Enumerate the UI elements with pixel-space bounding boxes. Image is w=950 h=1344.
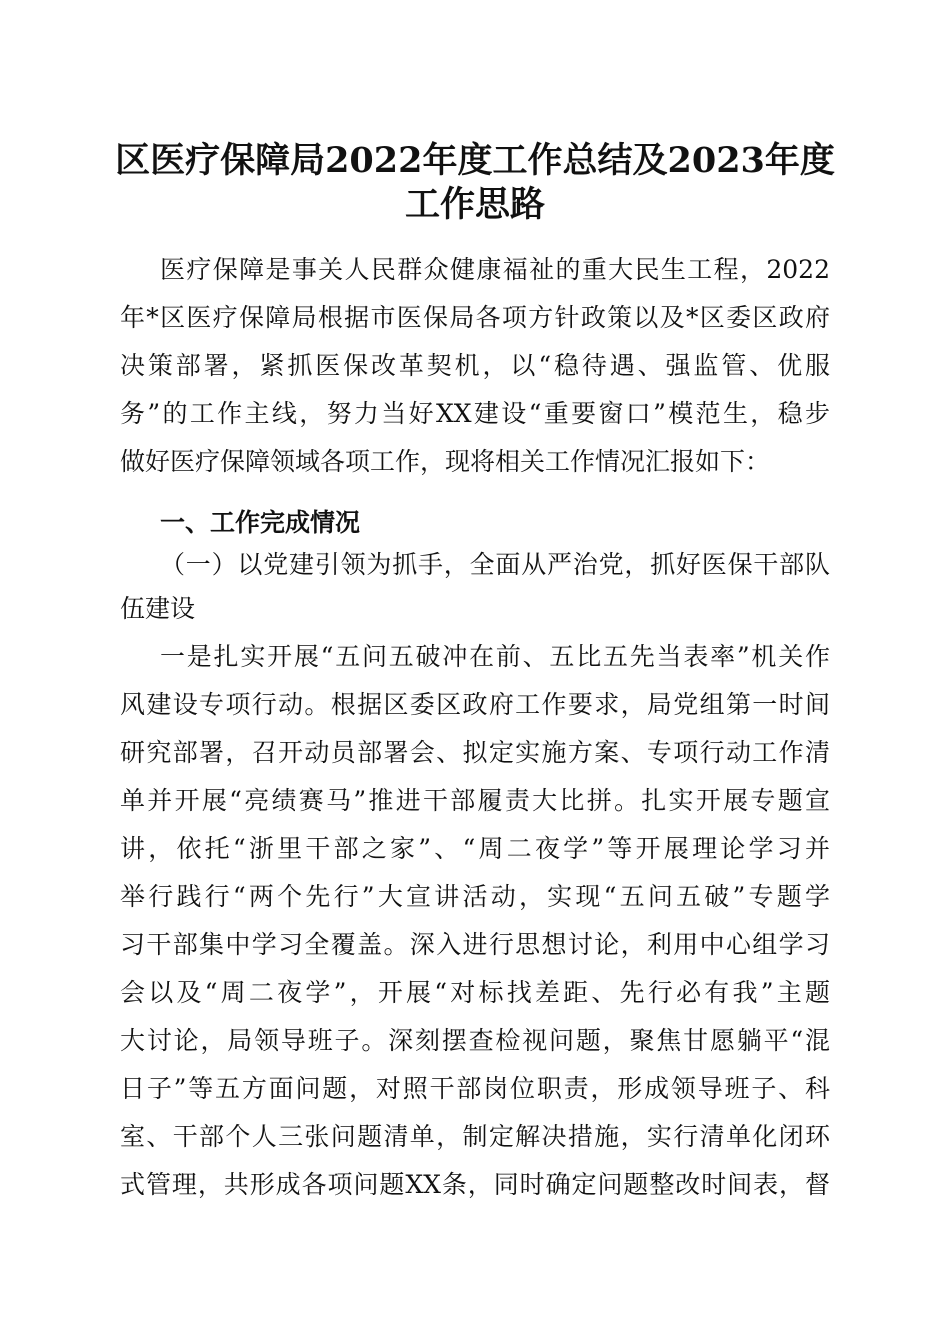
section-heading: 一、工作完成情况 (160, 508, 361, 537)
body-line: 单并开展“亮绩赛马”推进干部履责大比拼。扎实开展专题宣 (120, 786, 830, 815)
body-line: 室、干部个人三张问题清单，制定解决措施，实行清单化闭环 (120, 1122, 830, 1151)
body-line: 日子”等五方面问题，对照干部岗位职责，形成领导班子、科 (120, 1074, 830, 1103)
body-line: 研究部署，召开动员部署会、拟定实施方案、专项行动工作清 (120, 738, 830, 767)
body-line: 务”的工作主线，努力当好XX建设“重要窗口”模范生，稳步 (120, 399, 830, 428)
body-line: 医疗保障是事关人民群众健康福祉的重大民生工程，2022 (160, 255, 830, 284)
body-line: 大讨论，局领导班子。深刻摆查检视问题，聚焦甘愿躺平“混 (120, 1026, 830, 1055)
body-line: 式管理，共形成各项问题XX条，同时确定问题整改时间表，督 (120, 1170, 830, 1199)
body-line: 年*区医疗保障局根据市医保局各项方针政策以及*区委区政府 (120, 303, 830, 332)
subsection-heading-line: （一）以党建引领为抓手，全面从严治党，抓好医保干部队 (160, 550, 830, 579)
body-line: 举行践行“两个先行”大宣讲活动，实现“五问五破”专题学 (120, 882, 830, 911)
subsection-heading-line: 伍建设 (120, 594, 196, 623)
document-title-line-2: 工作思路 (404, 184, 545, 225)
body-line: 会以及“周二夜学”，开展“对标找差距、先行必有我”主题 (120, 978, 830, 1007)
body-line: 风建设专项行动。根据区委区政府工作要求，局党组第一时间 (120, 690, 830, 719)
body-line: 一是扎实开展“五问五破冲在前、五比五先当表率”机关作 (160, 642, 830, 671)
body-line: 讲，依托“浙里干部之家”、“周二夜学”等开展理论学习并 (120, 834, 830, 863)
body-line: 决策部署，紧抓医保改革契机，以“稳待遇、强监管、优服 (120, 351, 830, 380)
body-line: 做好医疗保障领域各项工作，现将相关工作情况汇报如下： (120, 447, 771, 476)
document-title-line-1: 区医疗保障局2022年度工作总结及2023年度 (115, 140, 835, 181)
body-line: 习干部集中学习全覆盖。深入进行思想讨论，利用中心组学习 (120, 930, 830, 959)
